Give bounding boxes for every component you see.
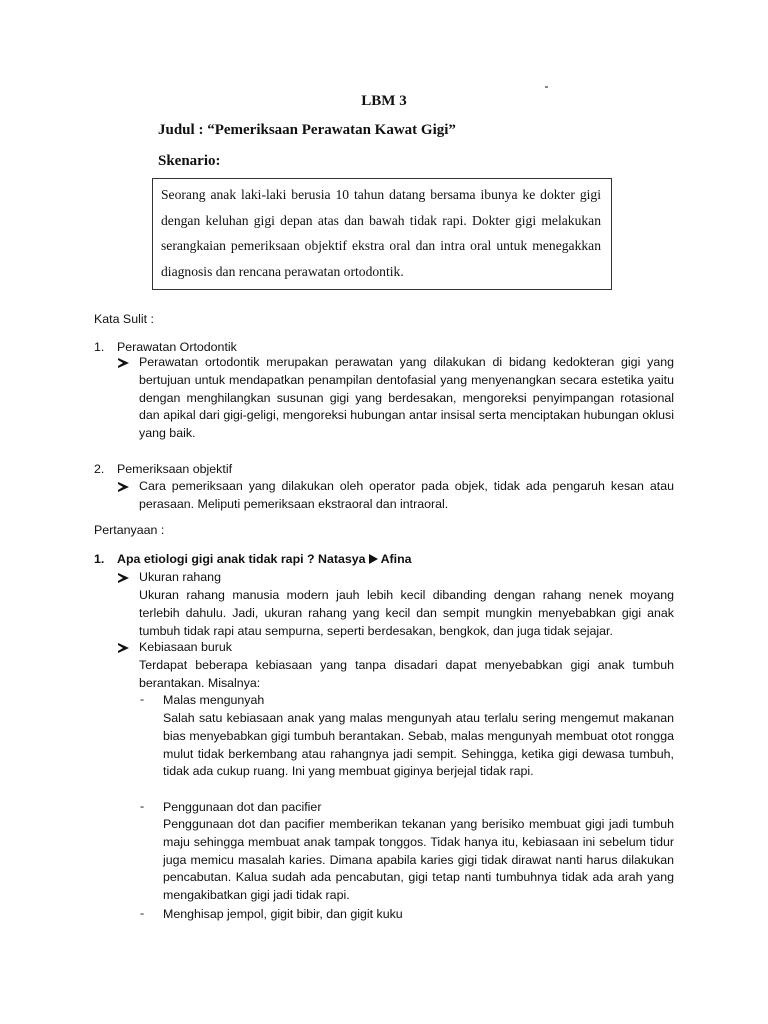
question-text: Apa etiologi gigi anak tidak rapi ? Natasya	[117, 552, 366, 566]
ukuran-rahang-title: Ukuran rahang	[139, 570, 221, 584]
dash-bullet: -	[140, 906, 145, 920]
kata-sulit-item-1-definition: Perawatan ortodontik merupakan perawatan yang dilakukan di bidang kedokteran gigi yang bertujuan untuk mendapatkan penampilan dentofasial yang menyenangkan secara estetika yaitu dengan menghilangkan susunan gigi yang berdesakan, mengoreksi penyimpangan rotasional dan apikal dari gigi-geligi, mengoreksi hubungan antar insisal serta menciptakan hubungan oklusi yang baik.	[139, 355, 674, 441]
skenario-box: Seorang anak laki-laki berusia 10 tahun datang bersama ibunya ke dokter gigi dengan keluhan gigi depan atas dan bawah tidak rapi. Dokter gigi melakukan serangkaian pemeriksaan objektif ekstra oral dan intra oral untuk menegakkan diagnosis dan rencana perawatan ortodontik.	[152, 178, 612, 290]
dash-bullet: -	[140, 692, 145, 706]
scan-speck	[545, 86, 548, 88]
item-term: Perawatan Ortodontik	[117, 340, 237, 354]
play-arrow-icon	[369, 554, 378, 564]
arrow-bullet-icon	[118, 358, 129, 368]
kata-sulit-item-2-definition: Cara pemeriksaan yang dilakukan oleh operator pada objek, tidak ada pengaruh kesan atau perasaan. Meliputi pemeriksaan ekstraoral dan intraoral.	[139, 479, 674, 511]
item-number: 1.	[94, 340, 105, 354]
document-title: LBM 3	[361, 93, 407, 109]
question-1-heading	[94, 551, 412, 569]
malas-mengunyah-title: Malas mengunyah	[163, 693, 265, 707]
dash-bullet: -	[140, 799, 145, 813]
arrow-bullet-icon	[118, 573, 129, 583]
malas-mengunyah-text: Salah satu kebiasaan anak yang malas mengunyah atau terlalu sering mengemut makanan bias menyebabkan gigi tumbuh berantakan. Sebab, malas mengunyah membuat otot rongga mulut tidak berkembang atau rahangnya jadi sempit. Sehingga, ketika gigi dewasa tumbuh, tidak ada cukup ruang. Ini yang membuat giginya berjejal tidak rapi.	[163, 711, 674, 779]
dot-pacifier-title: Penggunaan dot dan pacifier	[163, 800, 322, 814]
item-term: Pemeriksaan objektif	[117, 462, 233, 476]
judul-heading: Judul : “Pemeriksaan Perawatan Kawat Gigi”	[158, 122, 456, 138]
pertanyaan-label: Pertanyaan :	[94, 523, 165, 537]
kebiasaan-buruk-text: Terdapat beberapa kebiasaan yang tanpa disadari dapat menyebabkan gigi anak tumbuh berantakan. Misalnya:	[139, 658, 674, 690]
kata-sulit-label: Kata Sulit :	[94, 312, 154, 326]
item-number: 2.	[94, 462, 105, 476]
skenario-label: Skenario:	[158, 153, 221, 169]
kebiasaan-buruk-title: Kebiasaan buruk	[139, 640, 232, 654]
arrow-bullet-icon	[118, 643, 129, 653]
question-number: 1.	[94, 552, 105, 566]
menghisap-jempol-title: Menghisap jempol, gigit bibir, dan gigit kuku	[163, 907, 403, 921]
answerer-name: Afina	[380, 552, 412, 566]
ukuran-rahang-text: Ukuran rahang manusia modern jauh lebih kecil dibanding dengan rahang nenek moyang terlebih dahulu. Jadi, ukuran rahang yang kecil dan sempit mungkin menyebabkan gigi anak tumbuh tidak rapi atau sempurna, seperti berdesakan, bengkok, dan juga tidak sejajar.	[139, 588, 674, 638]
arrow-bullet-icon	[118, 482, 129, 492]
kata-sulit-item-2-heading	[94, 461, 232, 479]
dot-pacifier-text: Penggunaan dot dan pacifier memberikan tekanan yang berisiko membuat gigi jadi tumbuh maju sehingga membuat anak tampak tonggos. Tidak hanya itu, kebiasaan ini sebelum tidur juga memicu masalah karies. Dimana apabila karies gigi tidak dirawat nanti harus dilakukan pencabutan. Kalua sudah ada pencabutan, gigi tetap nanti tumbuhnya tidak ada arah yang mengakibatkan gigi jadi tidak rapi.	[163, 817, 674, 903]
